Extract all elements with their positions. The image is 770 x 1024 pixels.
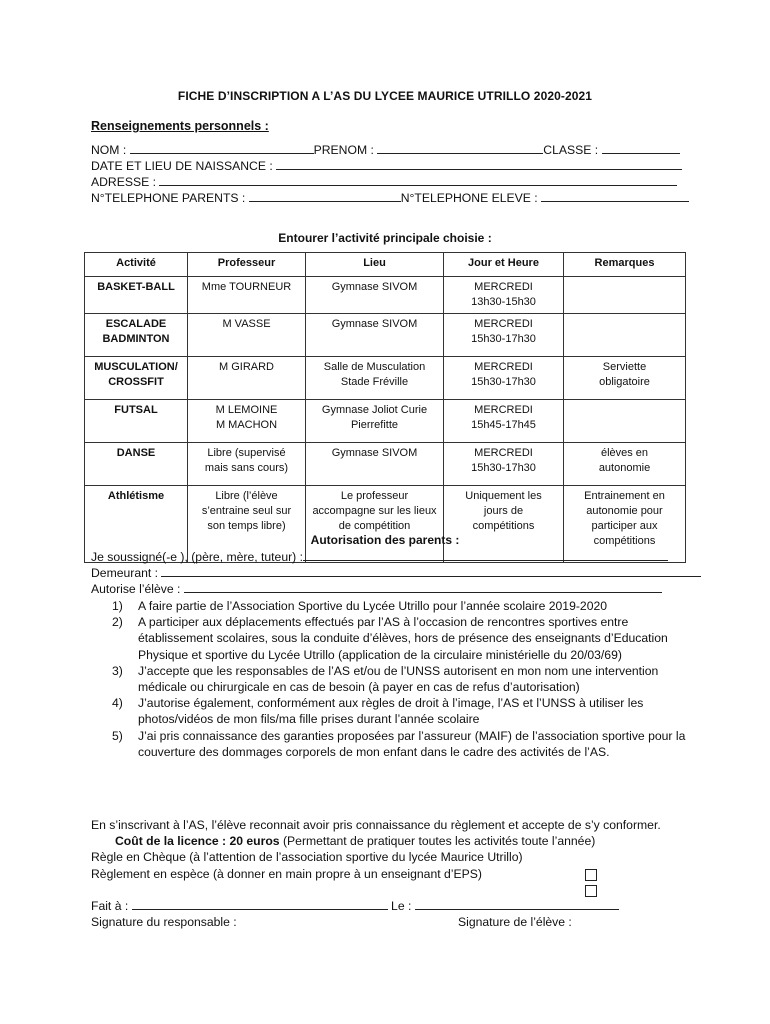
cell-line: accompagne sur les lieux xyxy=(312,505,437,517)
item-number: 2) xyxy=(112,615,123,630)
schedule-cell xyxy=(444,314,564,357)
reglement-text: En s’inscrivant à l’AS, l’élève reconnait avoir pris connaissance du règlement et accepte de s’y conformer. xyxy=(91,818,661,832)
cheque-line xyxy=(91,849,681,865)
remarks-cell xyxy=(564,314,686,357)
autorise-label: Autorise l’élève : xyxy=(91,582,181,596)
activity-cell[interactable] xyxy=(85,357,188,400)
item-text: J’autorise également, conformément aux règles de droit à l’image, l’AS et l’UNSS à utiliser les photos/vidéos de mon fils/ma fille prises durant l’année scolaire xyxy=(138,696,644,727)
item-text: A participer aux déplacements effectués par l’AS à l’occasion de rencontres sportives entre établissement scolaires, sous la conduite d’élèves, hors de présence des enseignants d’Education Physique et sportive du Lycée Utrillo (application de la circulaire ministérielle du 20/03/69) xyxy=(138,615,668,662)
schedule-cell xyxy=(444,443,564,486)
cell-line: 13h30-15h30 xyxy=(471,296,536,308)
signature-responsable: Signature du responsable : xyxy=(91,915,237,929)
authorization-list xyxy=(91,598,691,760)
cell-line: autonomie pour xyxy=(586,505,663,517)
address-line xyxy=(91,175,677,189)
activity-heading: Entourer l’activité principale choisie : xyxy=(278,231,492,245)
autorise-line xyxy=(91,582,662,596)
cell-line: compétitions xyxy=(472,520,535,532)
location-cell xyxy=(306,314,444,357)
cell-line: Athlétisme xyxy=(107,490,165,502)
cell-line: autonomie xyxy=(598,462,651,474)
authorization-heading: Autorisation des parents : xyxy=(310,533,460,547)
cell-line: Serviette xyxy=(602,361,647,373)
location-cell xyxy=(306,357,444,400)
tel-parents-field[interactable] xyxy=(249,191,401,202)
tel-eleve-label: N°TELEPHONE ELEVE : xyxy=(400,191,538,205)
form-title: FICHE D’INSCRIPTION A L’AS DU LYCEE MAURICE UTRILLO 2020-2021 xyxy=(177,89,593,103)
remarks-cell xyxy=(564,400,686,443)
autorise-field[interactable] xyxy=(184,582,662,593)
header-activite: Activité xyxy=(85,253,188,277)
item-number: 5) xyxy=(112,728,123,743)
header-remarques: Remarques xyxy=(564,253,686,277)
cell-line: participer aux xyxy=(591,520,658,532)
cell-line: mais sans cours) xyxy=(204,462,289,474)
schedule-cell xyxy=(444,277,564,314)
cell-line: jours de xyxy=(483,505,524,517)
adresse-field[interactable] xyxy=(159,175,677,186)
table-row xyxy=(85,357,686,400)
authorization-item xyxy=(91,598,691,614)
cell-line: Uniquement les xyxy=(465,490,542,502)
cell-line: ESCALADE xyxy=(105,318,167,330)
fait-label: Fait à : xyxy=(91,899,129,913)
activity-cell[interactable] xyxy=(85,443,188,486)
cell-line: Gymnase Joliot Curie xyxy=(321,404,428,416)
item-number: 3) xyxy=(112,663,123,678)
cell-line: obligatoire xyxy=(599,376,650,388)
cell-line: Le professeur xyxy=(340,490,409,502)
nom-field[interactable] xyxy=(130,143,314,154)
classe-label: CLASSE : xyxy=(543,143,599,157)
activities-table-body xyxy=(85,277,686,563)
cell-line: M MACHON xyxy=(215,419,278,431)
schedule-cell xyxy=(444,400,564,443)
remarks-cell xyxy=(564,357,686,400)
item-text: J’ai pris connaissance des garanties proposées par l’assureur (MAIF) de l’association sportive pour la couverture des dommages corporels de mon enfant dans le cadre des activités de l’AS. xyxy=(138,728,686,759)
cell-line: M LEMOINE xyxy=(215,404,278,416)
soussigne-field[interactable] xyxy=(303,550,668,561)
cell-line: M GIRARD xyxy=(219,361,274,373)
fait-field[interactable] xyxy=(132,899,388,910)
demeurant-field[interactable] xyxy=(161,566,701,577)
demeurant-line xyxy=(91,566,701,580)
cell-line: FUTSAL xyxy=(114,404,158,416)
cell-line: Pierrefitte xyxy=(350,419,399,431)
location-cell xyxy=(306,277,444,314)
professor-cell xyxy=(188,443,306,486)
authorization-item xyxy=(91,695,691,727)
authorization-item xyxy=(91,728,691,760)
remarks-cell xyxy=(564,277,686,314)
cell-line: BADMINTON xyxy=(102,333,170,345)
professor-cell xyxy=(188,277,306,314)
cell-line: Gymnase SIVOM xyxy=(331,318,418,330)
activity-cell[interactable] xyxy=(85,314,188,357)
cell-line: CROSSFIT xyxy=(108,376,164,388)
header-jour: Jour et Heure xyxy=(444,253,564,277)
espece-label: Règlement en espèce (à donner en main propre à un enseignant d’EPS) xyxy=(91,866,482,881)
phone-line xyxy=(91,191,689,205)
cell-line: DANSE xyxy=(116,447,156,459)
personal-info-heading: Renseignements personnels : xyxy=(91,119,269,133)
item-number: 1) xyxy=(112,599,123,613)
cell-line: compétitions xyxy=(593,535,656,547)
name-line xyxy=(91,143,680,157)
item-number: 4) xyxy=(112,696,123,711)
cell-line: son temps libre) xyxy=(207,520,286,532)
cell-line: 15h30-17h30 xyxy=(471,462,536,474)
cell-line: MERCREDI xyxy=(474,404,533,416)
cell-line: 15h45-17h45 xyxy=(471,419,536,431)
cout-detail: (Permettant de pratiquer toutes les activités toute l’année) xyxy=(279,834,596,849)
le-label: Le : xyxy=(391,899,412,913)
cell-line: MUSCULATION/ xyxy=(94,361,178,373)
remarks-cell xyxy=(564,443,686,486)
authorization-item xyxy=(91,614,691,663)
prenom-label: PRENOM : xyxy=(313,143,374,157)
activity-cell[interactable] xyxy=(85,277,188,314)
professor-cell xyxy=(188,357,306,400)
cell-line: Entrainement en xyxy=(584,490,665,502)
header-professeur: Professeur xyxy=(188,253,306,277)
date-field[interactable] xyxy=(415,899,619,910)
fait-line xyxy=(91,899,619,913)
cell-line: de compétition xyxy=(338,520,411,532)
cell-line: Mme TOURNEUR xyxy=(201,281,292,293)
soussigne-line xyxy=(91,550,668,564)
cell-line: s’entraine seul sur xyxy=(201,505,292,517)
cell-line: Stade Fréville xyxy=(340,376,409,388)
cell-line: Libre (supervisé xyxy=(207,447,286,459)
naissance-label: DATE ET LIEU DE NAISSANCE : xyxy=(91,159,273,173)
professor-cell xyxy=(188,400,306,443)
schedule-cell xyxy=(444,357,564,400)
table-header-row xyxy=(85,253,686,277)
location-cell xyxy=(306,400,444,443)
cout-label: Coût de la licence : 20 euros xyxy=(115,834,280,849)
cout-line xyxy=(91,833,681,849)
cell-line: MERCREDI xyxy=(474,361,533,373)
activity-cell[interactable] xyxy=(85,400,188,443)
adresse-label: ADRESSE : xyxy=(91,175,157,189)
cheque-label: Règle en Chèque (à l’attention de l’association sportive du lycée Maurice Utrillo) xyxy=(91,850,523,865)
cell-line: MERCREDI xyxy=(474,447,533,459)
authorization-item xyxy=(91,663,691,695)
table-row xyxy=(85,314,686,357)
signature-eleve: Signature de l’élève : xyxy=(458,915,572,929)
header-lieu: Lieu xyxy=(306,253,444,277)
cell-line: MERCREDI xyxy=(474,281,533,293)
activities-table xyxy=(84,252,686,563)
prenom-field[interactable] xyxy=(377,143,543,154)
cell-line: Gymnase SIVOM xyxy=(331,447,418,459)
nom-label: NOM : xyxy=(91,143,127,157)
cell-line: Gymnase SIVOM xyxy=(331,281,418,293)
naissance-field[interactable] xyxy=(276,159,682,170)
cell-line: élèves en xyxy=(600,447,649,459)
location-cell xyxy=(306,443,444,486)
cell-line: 15h30-17h30 xyxy=(471,376,536,388)
item-text: A faire partie de l’Association Sportive du Lycée Utrillo pour l’année scolaire 2019-2020 xyxy=(138,599,608,613)
table-row xyxy=(85,400,686,443)
cell-line: BASKET-BALL xyxy=(97,281,175,293)
espece-checkbox[interactable] xyxy=(585,885,597,897)
cell-line: 15h30-17h30 xyxy=(471,333,536,345)
professor-cell xyxy=(188,314,306,357)
demeurant-label: Demeurant : xyxy=(91,566,159,580)
cell-line: M VASSE xyxy=(222,318,271,330)
tel-eleve-field[interactable] xyxy=(541,191,689,202)
table-row xyxy=(85,277,686,314)
classe-field[interactable] xyxy=(602,143,680,154)
cheque-checkbox[interactable] xyxy=(585,869,597,881)
birth-line xyxy=(91,159,682,173)
cell-line: Libre (l’élève xyxy=(215,490,278,502)
cell-line: MERCREDI xyxy=(474,318,533,330)
tel-parents-label: N°TELEPHONE PARENTS : xyxy=(91,191,246,205)
table-row xyxy=(85,443,686,486)
item-text: J’accepte que les responsables de l’AS et/ou de l’UNSS autorisent en mon nom une intervention médicale ou chirurgicale en cas de besoin (à payer en cas de refus d’autorisation) xyxy=(138,663,659,695)
cell-line: Salle de Musculation xyxy=(323,361,426,373)
soussigne-label: Je soussigné(-e ), (père, mère, tuteur) : xyxy=(91,550,304,564)
